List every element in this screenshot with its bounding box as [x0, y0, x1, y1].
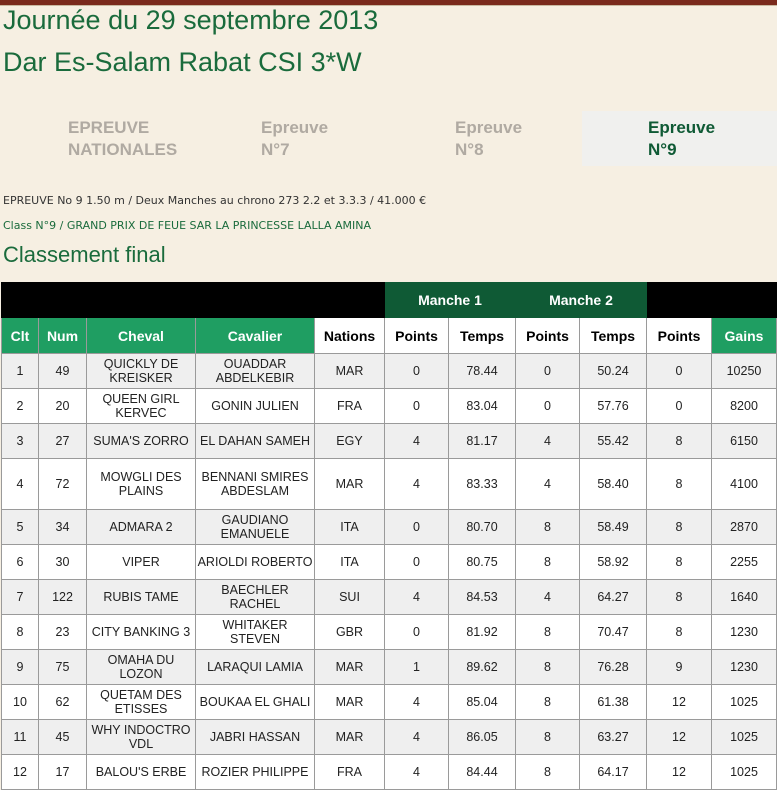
cell-clt: 11: [2, 720, 39, 755]
cell-cavalier: BENNANI SMIRES ABDESLAM: [196, 459, 315, 510]
cell-points-total: 8: [647, 615, 712, 650]
cell-gains: 4100: [712, 459, 777, 510]
cell-num: 17: [39, 755, 87, 790]
cell-points-m2: 4: [516, 424, 580, 459]
cell-temps-m2: 64.17: [580, 755, 647, 790]
cell-cheval: MOWGLI DES PLAINS: [87, 459, 196, 510]
cell-nation: GBR: [315, 615, 385, 650]
col-cheval: Cheval: [87, 318, 196, 354]
group-header-row: [2, 283, 777, 318]
cell-cheval: QUETAM DES ETISSES: [87, 685, 196, 720]
cell-clt: 6: [2, 545, 39, 580]
cell-temps-m2: 58.49: [580, 510, 647, 545]
cell-nation: SUI: [315, 580, 385, 615]
table-row: [2, 650, 777, 685]
table-row: [2, 510, 777, 545]
cell-temps-m1: 89.62: [449, 650, 516, 685]
cell-cavalier: LARAQUI LAMIA: [196, 650, 315, 685]
tab-line1: Epreuve: [261, 118, 329, 137]
col-gains: Gains: [712, 318, 777, 354]
cell-clt: 4: [2, 459, 39, 510]
cell-cavalier: ARIOLDI ROBERTO: [196, 545, 315, 580]
cell-num: 49: [39, 354, 87, 389]
cell-cavalier: OUADDAR ABDELKEBIR: [196, 354, 315, 389]
cell-gains: 1640: [712, 580, 777, 615]
cell-points-m2: 8: [516, 685, 580, 720]
col-temps-m1: Temps: [449, 318, 516, 354]
tab-line2: N°7: [261, 140, 290, 159]
cell-gains: 1230: [712, 650, 777, 685]
cell-temps-m2: 70.47: [580, 615, 647, 650]
epreuve-description: EPREUVE No 9 1.50 m / Deux Manches au chrono 273 2.2 et 3.3.3 / 41.000 €: [3, 194, 427, 207]
cell-temps-m1: 80.70: [449, 510, 516, 545]
cell-cheval: ADMARA 2: [87, 510, 196, 545]
cell-points-m2: 8: [516, 615, 580, 650]
cell-points-m2: 4: [516, 580, 580, 615]
cell-points-m2: 8: [516, 650, 580, 685]
cell-temps-m1: 83.33: [449, 459, 516, 510]
tab-line1: EPREUVE: [68, 118, 150, 137]
cell-temps-m2: 58.40: [580, 459, 647, 510]
cell-points-m1: 0: [385, 510, 449, 545]
col-points-m2: Points: [516, 318, 580, 354]
manche-1-header: Manche 1: [385, 283, 516, 318]
cell-points-m2: 8: [516, 545, 580, 580]
cell-gains: 1230: [712, 615, 777, 650]
table-row: [2, 685, 777, 720]
cell-points-m1: 4: [385, 720, 449, 755]
cell-nation: MAR: [315, 354, 385, 389]
cell-clt: 1: [2, 354, 39, 389]
cell-cheval: QUICKLY DE KREISKER: [87, 354, 196, 389]
cell-temps-m1: 83.04: [449, 389, 516, 424]
cell-points-m1: 4: [385, 755, 449, 790]
table-row: [2, 545, 777, 580]
cell-clt: 5: [2, 510, 39, 545]
col-clt: Clt: [2, 318, 39, 354]
cell-temps-m2: 63.27: [580, 720, 647, 755]
tab-line2: NATIONALES: [68, 140, 178, 159]
group-header-blank-right: [647, 283, 777, 318]
cell-temps-m1: 80.75: [449, 545, 516, 580]
epreuve-tabs: [0, 111, 777, 166]
tab-line2: N°8: [455, 140, 484, 159]
cell-gains: 2870: [712, 510, 777, 545]
cell-points-m2: 0: [516, 389, 580, 424]
cell-points-m1: 4: [385, 424, 449, 459]
cell-clt: 12: [2, 755, 39, 790]
cell-nation: ITA: [315, 545, 385, 580]
cell-cavalier: GONIN JULIEN: [196, 389, 315, 424]
results-body: [2, 354, 777, 790]
section-title: Classement final: [3, 242, 166, 267]
cell-temps-m2: 76.28: [580, 650, 647, 685]
cell-num: 34: [39, 510, 87, 545]
cell-num: 30: [39, 545, 87, 580]
tab-epreuve-8[interactable]: [388, 111, 582, 166]
cell-nation: FRA: [315, 389, 385, 424]
class-description: Class N°9 / GRAND PRIX DE FEUE SAR LA PRINCESSE LALLA AMINA: [3, 219, 372, 232]
cell-points-m2: 8: [516, 720, 580, 755]
cell-gains: 1025: [712, 685, 777, 720]
cell-points-total: 0: [647, 354, 712, 389]
cell-cheval: WHY INDOCTRO VDL: [87, 720, 196, 755]
col-points-m1: Points: [385, 318, 449, 354]
table-row: [2, 720, 777, 755]
tab-epreuve-7[interactable]: [194, 111, 388, 166]
cell-nation: MAR: [315, 685, 385, 720]
cell-num: 75: [39, 650, 87, 685]
cell-temps-m1: 81.17: [449, 424, 516, 459]
col-points-total: Points: [647, 318, 712, 354]
cell-cheval: BALOU'S ERBE: [87, 755, 196, 790]
cell-temps-m2: 55.42: [580, 424, 647, 459]
cell-cavalier: EL DAHAN SAMEH: [196, 424, 315, 459]
cell-num: 23: [39, 615, 87, 650]
cell-temps-m2: 57.76: [580, 389, 647, 424]
tab-line1: Epreuve: [455, 118, 523, 137]
cell-clt: 8: [2, 615, 39, 650]
cell-cheval: SUMA'S ZORRO: [87, 424, 196, 459]
cell-nation: FRA: [315, 755, 385, 790]
table-row: [2, 354, 777, 389]
cell-points-m1: 0: [385, 389, 449, 424]
cell-nation: MAR: [315, 720, 385, 755]
col-nations: Nations: [315, 318, 385, 354]
cell-points-total: 12: [647, 755, 712, 790]
cell-cavalier: WHITAKER STEVEN: [196, 615, 315, 650]
cell-gains: 6150: [712, 424, 777, 459]
cell-cavalier: ROZIER PHILIPPE: [196, 755, 315, 790]
cell-num: 45: [39, 720, 87, 755]
cell-num: 27: [39, 424, 87, 459]
cell-temps-m1: 84.44: [449, 755, 516, 790]
column-header-row: [2, 318, 777, 354]
cell-points-total: 9: [647, 650, 712, 685]
cell-points-m1: 4: [385, 685, 449, 720]
cell-gains: 1025: [712, 755, 777, 790]
cell-gains: 2255: [712, 545, 777, 580]
cell-num: 122: [39, 580, 87, 615]
tab-epreuve-nationales[interactable]: [0, 111, 194, 166]
table-row: [2, 459, 777, 510]
table-row: [2, 389, 777, 424]
manche-2-header: Manche 2: [516, 283, 647, 318]
tab-line2: N°9: [648, 140, 677, 159]
group-header-blank: [2, 283, 385, 318]
cell-cheval: CITY BANKING 3: [87, 615, 196, 650]
cell-points-m2: 4: [516, 459, 580, 510]
cell-temps-m2: 58.92: [580, 545, 647, 580]
cell-clt: 3: [2, 424, 39, 459]
cell-points-m2: 0: [516, 354, 580, 389]
cell-cheval: VIPER: [87, 545, 196, 580]
cell-gains: 1025: [712, 720, 777, 755]
cell-points-total: 12: [647, 720, 712, 755]
cell-clt: 7: [2, 580, 39, 615]
cell-cheval: OMAHA DU LOZON: [87, 650, 196, 685]
cell-nation: ITA: [315, 510, 385, 545]
cell-cavalier: JABRI HASSAN: [196, 720, 315, 755]
cell-points-m1: 0: [385, 615, 449, 650]
tab-epreuve-9[interactable]: [582, 111, 777, 166]
cell-temps-m2: 64.27: [580, 580, 647, 615]
cell-clt: 2: [2, 389, 39, 424]
cell-gains: 10250: [712, 354, 777, 389]
cell-temps-m1: 84.53: [449, 580, 516, 615]
cell-cavalier: BAECHLER RACHEL: [196, 580, 315, 615]
table-row: [2, 755, 777, 790]
cell-cheval: RUBIS TAME: [87, 580, 196, 615]
cell-nation: EGY: [315, 424, 385, 459]
cell-nation: MAR: [315, 459, 385, 510]
cell-points-total: 0: [647, 389, 712, 424]
cell-points-m1: 1: [385, 650, 449, 685]
cell-temps-m1: 85.04: [449, 685, 516, 720]
cell-points-m1: 0: [385, 354, 449, 389]
event-title: Dar Es-Salam Rabat CSI 3*W: [3, 47, 362, 77]
col-cavalier: Cavalier: [196, 318, 315, 354]
tab-line1: Epreuve: [648, 118, 716, 137]
cell-cavalier: BOUKAA EL GHALI: [196, 685, 315, 720]
cell-clt: 10: [2, 685, 39, 720]
cell-cavalier: GAUDIANO EMANUELE: [196, 510, 315, 545]
cell-points-m1: 4: [385, 459, 449, 510]
cell-clt: 9: [2, 650, 39, 685]
col-temps-m2: Temps: [580, 318, 647, 354]
cell-temps-m1: 81.92: [449, 615, 516, 650]
table-row: [2, 580, 777, 615]
cell-points-total: 8: [647, 424, 712, 459]
cell-nation: MAR: [315, 650, 385, 685]
cell-points-m1: 4: [385, 580, 449, 615]
results-table: [1, 282, 777, 790]
cell-num: 72: [39, 459, 87, 510]
cell-points-total: 8: [647, 510, 712, 545]
cell-temps-m1: 78.44: [449, 354, 516, 389]
cell-points-total: 8: [647, 459, 712, 510]
page-date-title: Journée du 29 septembre 2013: [3, 5, 379, 35]
cell-points-total: 12: [647, 685, 712, 720]
cell-gains: 8200: [712, 389, 777, 424]
cell-points-m2: 8: [516, 755, 580, 790]
cell-temps-m1: 86.05: [449, 720, 516, 755]
col-num: Num: [39, 318, 87, 354]
cell-num: 20: [39, 389, 87, 424]
table-row: [2, 424, 777, 459]
cell-temps-m2: 50.24: [580, 354, 647, 389]
cell-num: 62: [39, 685, 87, 720]
cell-points-total: 8: [647, 545, 712, 580]
cell-cheval: QUEEN GIRL KERVEC: [87, 389, 196, 424]
cell-points-m1: 0: [385, 545, 449, 580]
cell-temps-m2: 61.38: [580, 685, 647, 720]
cell-points-m2: 8: [516, 510, 580, 545]
cell-points-total: 8: [647, 580, 712, 615]
table-row: [2, 615, 777, 650]
